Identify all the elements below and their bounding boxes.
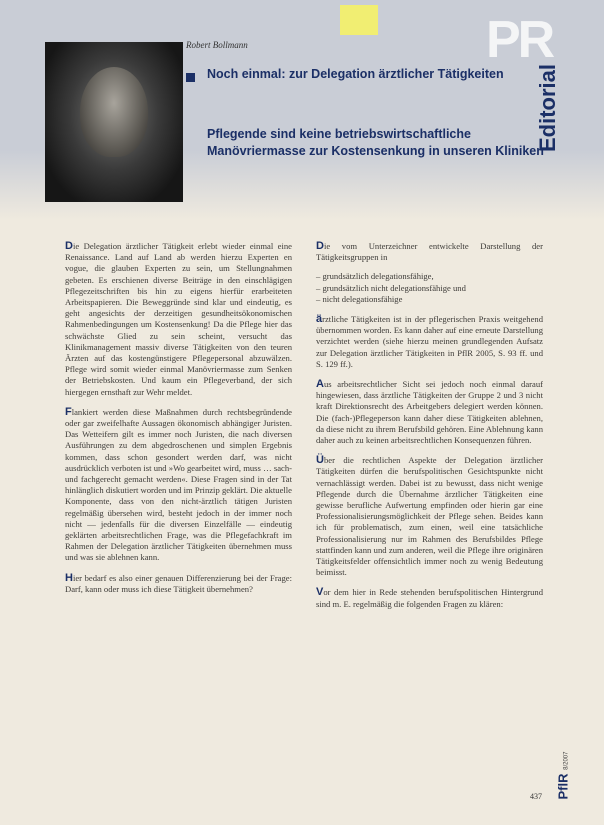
paragraph: Über die rechtlichen Aspekte der Delegation ärztlicher Tätigkeiten dürfen die berufspolitischen Gesichtspunkte nicht vernachlässigt werden. Dabei ist zu bewusst, dass nicht wenige Pflegende durch die Übernahme ärztlicher Tätigkeiten eine gewisse berufliche Aufwertung empfinden oder hierin gar eine Professionalisierungsmöglichkeit der Pflege sehen. Beides kann ich für problematisch, zum einen, weil eine tatsächliche Professionalisierung nur im Rahmen des Berufsbildes Pflege stattfinden kann und zum anderen, weil die Pflege ihre originären Tätigkeitsfelder offensichtlich immer noch zu wenig Bedeutung beimisst. — [316, 454, 543, 578]
paragraph: ärztliche Tätigkeiten ist in der pflegerischen Praxis weitgehend übernommen worden. Es kann daher auf eine erneute Darstellung verzichtet werden (siehe hierzu meinen grundlegenden Aufsatz zur Delegation ärztlicher Tätigkeiten in PflR 2005, S. 93 ff. und S. 129 ff.). — [316, 313, 543, 369]
author-photo — [45, 42, 183, 202]
section-label — [528, 48, 568, 168]
drop-cap: H — [65, 571, 73, 584]
paragraph: Die Delegation ärztlicher Tätigkeit erlebt wieder einmal eine Renaissance. Land auf Land ab werden hierzu Experten en vogue, die glauben Experten zu sein, um Stellungnahmen gebeten. Es erschienen diverse Beiträge in den einschlägigen Pflegezeitschriften bis hin zu eigens hierfür erarbeiteten Arbeitspapieren. Die Beweggründe sind klar und eindeutig, es geht angesichts der derzeitigen gesundheitsökonomischen Rahmenbedingungen um Kostensenkung! Da die Pflege hier das schwächste Glied zu sein scheint, versucht das Klinikmanagement massiv diverse Tätigkeiten von den teuren Ärzten auf das kostengünstigere Pflegepersonal abzuwälzen. Pflege wird somit wieder einmal Manövriermasse zum Senken der Betriebskosten. Und kaum ein Pflegeverband, der sich hiergegen ernsthaft zur Wehr meldet. — [65, 240, 292, 397]
category-list — [316, 271, 543, 305]
journal-mark — [548, 740, 578, 810]
list-item: – grundsätzlich delegationsfähige, — [316, 271, 434, 282]
paragraph: Hier bedarf es also einer genauen Differenzierung bei der Frage: Darf, kann oder muss ich diese Tätigkeit übernehmen? — [65, 571, 292, 594]
section-label-text: Editorial — [535, 63, 561, 153]
paragraph: Aus arbeitsrechtlicher Sicht sei jedoch noch einmal darauf hingewiesen, dass ärztliche Tätigkeiten der Gruppe 2 und 3 nicht kraft Direktionsrecht des Arbeitgebers delegiert werden können. Die (fach-)Pflegeperson kann daher diese Tätigkeiten ablehnen, da diese nicht zu ihrem Berufsbild gehören. Eine Ablehnung kann daher auch zu keinen arbeitsrechtlichen Konsequenzen führen. — [316, 378, 543, 446]
list-item: – grundsätzlich nicht delegationsfähige und — [316, 282, 466, 293]
article-title: Noch einmal: zur Delegation ärztlicher Tätigkeiten — [207, 67, 504, 81]
paragraph: Die vom Unterzeichner entwickelte Darstellung der Tätigkeitsgruppen in — [316, 240, 543, 263]
drop-cap: V — [316, 586, 324, 599]
journal-abbr: PflR — [555, 772, 571, 799]
drop-cap: D — [316, 240, 324, 252]
author-face — [80, 67, 148, 157]
title-bullet-icon — [186, 73, 195, 82]
list-item: – nicht delegationsfähige — [316, 293, 403, 304]
drop-cap: Ü — [316, 454, 324, 467]
drop-cap: ä — [316, 313, 323, 326]
drop-cap: D — [65, 240, 73, 252]
journal-logo: PR — [486, 11, 553, 69]
drop-cap: F — [65, 405, 72, 418]
left-column — [65, 240, 292, 603]
journal-issue: 8/2007 — [563, 751, 570, 770]
paragraph: Vor dem hier in Rede stehenden berufspolitischen Hintergrund sind m. E. regelmäßig die folgenden Fragen zu klären: — [316, 586, 543, 609]
article-subtitle: Pflegende sind keine betriebswirtschaftliche Manövriermasse zur Kostensenkung in unseren Kliniken — [207, 127, 544, 158]
right-column — [316, 240, 543, 618]
journal-mark-text — [556, 751, 571, 799]
author-name: Robert Bollmann — [186, 40, 248, 50]
paragraph: Flankiert werden diese Maßnahmen durch rechtsbegründende oder gar zweifelhafte Aussagen ökonomisch abhängiger Juristen. Das Wetteifern gilt es immer noch Juristen, die nach diversen Ausführungen zu dem abgedroschenen und simplen Ergebnis kommen, dass schon gesondert werden darf, was nicht ausdrücklich verboten ist und »Wo gearbeitet wird, muss … sach- und fachgerecht gemacht werden«. Diese Fragen sind in der Tat hinlänglich diskutiert worden und im Prinzip geklärt. Die aktuelle Komponente, dass von den nicht-ärztlich tätigen Juristen regelmäßig übersehen wird, besteht jedoch in der immer noch nicht — jedenfalls für die diversen Einzelfälle — eindeutig geklärten arbeitsrechtlichen Frage, was die Pflegefachkraft im Rahmen der Delegation ärztlicher Tätigkeiten übernehmen muss und was sie ablehnen kann. — [65, 405, 292, 563]
drop-cap: A — [316, 378, 324, 391]
page-number: 437 — [530, 792, 542, 801]
sticky-note — [340, 5, 378, 35]
